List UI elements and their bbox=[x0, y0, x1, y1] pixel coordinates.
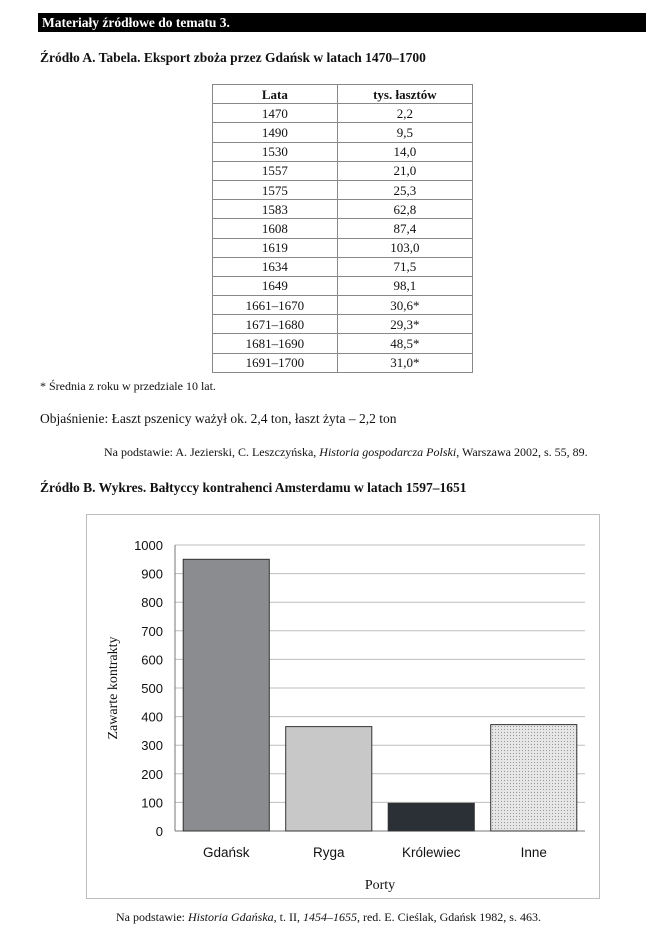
cell-lasts: 48,5* bbox=[337, 334, 472, 353]
source-a-title: Źródło A. Tabela. Eksport zboża przez Gdańsk w latach 1470–1700 bbox=[40, 50, 426, 65]
y-tick-label: 500 bbox=[141, 681, 163, 696]
cell-lasts: 29,3* bbox=[337, 315, 472, 334]
cell-lasts: 71,5 bbox=[337, 257, 472, 276]
y-tick-label: 0 bbox=[155, 824, 163, 839]
bar bbox=[286, 727, 372, 831]
y-tick-label: 700 bbox=[141, 623, 163, 639]
column-header-years: Lata bbox=[213, 85, 338, 104]
x-tick-label: Gdańsk bbox=[202, 845, 250, 860]
section-header: Materiały źródłowe do tematu 3. bbox=[38, 13, 646, 32]
cell-years: 1575 bbox=[213, 180, 338, 199]
citation-text: Na podstawie: bbox=[116, 910, 188, 924]
cell-lasts: 2,2 bbox=[337, 104, 472, 123]
bar bbox=[388, 803, 474, 831]
cell-lasts: 62,8 bbox=[337, 200, 472, 219]
cell-years: 1490 bbox=[213, 123, 338, 142]
citation-book-title: Historia gospodarcza Polski bbox=[319, 445, 457, 459]
cell-years: 1619 bbox=[213, 238, 338, 257]
citation-book-title: Historia Gdańska bbox=[187, 910, 274, 924]
y-tick-label: 300 bbox=[141, 738, 163, 754]
y-tick-label: 600 bbox=[141, 652, 163, 668]
citation-text: , t. II, bbox=[273, 910, 303, 924]
cell-lasts: 9,5 bbox=[337, 123, 472, 142]
y-tick-label: 100 bbox=[141, 795, 163, 811]
cell-years: 1470 bbox=[213, 104, 338, 123]
cell-years: 1530 bbox=[213, 142, 338, 161]
source-b-citation bbox=[116, 910, 541, 925]
citation-text: , Warszawa 2002, s. 55, 89. bbox=[456, 445, 588, 459]
bar bbox=[491, 725, 577, 831]
x-tick-label: Królewiec bbox=[401, 845, 461, 860]
cell-years: 1649 bbox=[213, 276, 338, 295]
citation-text: , red. E. Cieślak, Gdańsk 1982, s. 463. bbox=[356, 910, 541, 924]
cell-lasts: 21,0 bbox=[337, 161, 472, 180]
footnote: * Średnia z roku w przedziale 10 lat. bbox=[40, 379, 216, 393]
cell-years: 1681–1690 bbox=[213, 334, 338, 353]
cell-lasts: 30,6* bbox=[337, 296, 472, 315]
x-tick-label: Ryga bbox=[312, 845, 345, 860]
cell-years: 1583 bbox=[213, 200, 338, 219]
x-axis-title: Porty bbox=[364, 878, 396, 893]
explanation: Objaśnienie: Łaszt pszenicy ważył ok. 2,4 ton, łaszt żyta – 2,2 ton bbox=[40, 411, 397, 426]
cell-years: 1557 bbox=[213, 161, 338, 180]
cell-lasts: 103,0 bbox=[337, 238, 472, 257]
cell-years: 1608 bbox=[213, 219, 338, 238]
cell-lasts: 98,1 bbox=[337, 276, 472, 295]
cell-lasts: 14,0 bbox=[337, 142, 472, 161]
y-tick-label: 1000 bbox=[134, 538, 163, 553]
citation-text: Na podstawie: A. Jezierski, C. Leszczyńska, bbox=[104, 445, 320, 459]
source-b-title: Źródło B. Wykres. Bałtyccy kontrahenci Amsterdamu w latach 1597–1651 bbox=[40, 480, 467, 495]
cell-lasts: 87,4 bbox=[337, 219, 472, 238]
y-tick-label: 800 bbox=[141, 595, 163, 611]
y-tick-label: 900 bbox=[141, 566, 163, 582]
y-axis-title: Zawarte kontrakty bbox=[106, 636, 121, 740]
bar bbox=[183, 559, 269, 831]
y-tick-label: 400 bbox=[141, 709, 163, 725]
column-header-lasts: tys. łasztów bbox=[337, 85, 472, 104]
cell-lasts: 31,0* bbox=[337, 353, 472, 372]
cell-years: 1671–1680 bbox=[213, 315, 338, 334]
y-tick-label: 200 bbox=[141, 766, 163, 782]
cell-years: 1661–1670 bbox=[213, 296, 338, 315]
cell-years: 1634 bbox=[213, 257, 338, 276]
citation-years: 1454–1655 bbox=[302, 910, 357, 924]
cell-lasts: 25,3 bbox=[337, 180, 472, 199]
x-tick-label: Inne bbox=[520, 845, 547, 860]
cell-years: 1691–1700 bbox=[213, 353, 338, 372]
